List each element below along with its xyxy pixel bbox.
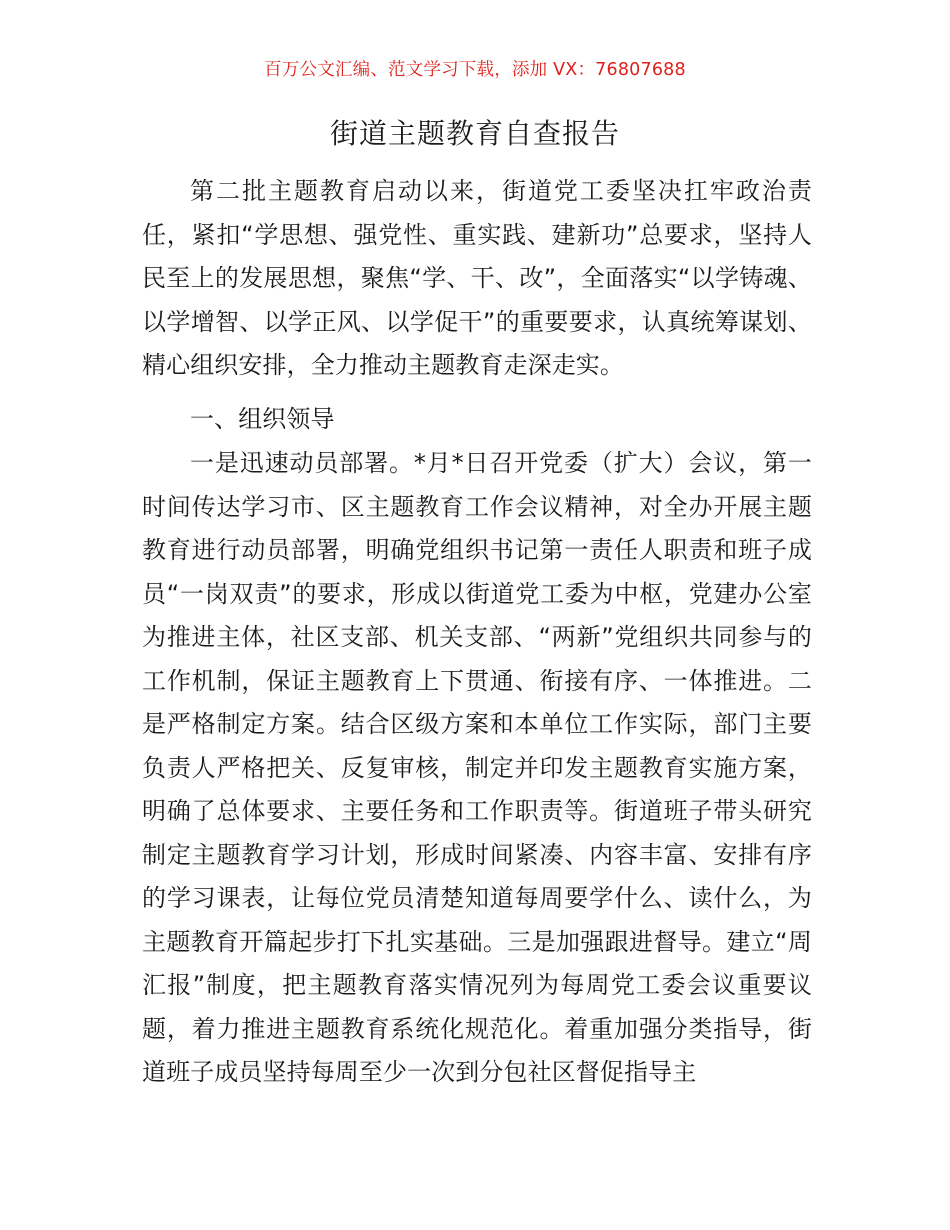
intro-paragraph: 第二批主题教育启动以来，街道党工委坚决扛牢政治责任，紧扣“学思想、强党性、重实践、建新功”总要求，坚持人民至上的发展思想，聚焦“学、干、改”，全面落实“以学铸魂、以学增智、以学正风、以学促干”的重要要求，认真统筹谋划、精心组织安排，全力推动主题教育走深走实。 [142, 177, 812, 379]
watermark-text: 百万公文汇编、范文学习下载，添加 VX：76807688 [264, 60, 686, 80]
section-heading: 一、组织领导 [190, 405, 335, 433]
section-paragraph: 一是迅速动员部署。*月*日召开党委（扩大）会议，第一时间传达学习市、区主题教育工作会议精神，对全办开展主题教育进行动员部署，明确党组织书记第一责任人职责和班子成员“一岗双责”的要求，形成以街道党工委为中枢，党建办公室为推进主体，社区支部、机关支部、“两新”党组织共同参与的工作机制，保证主题教育上下贯通、衔接有序、一体推进。二是严格制定方案。结合区级方案和本单位工作实际，部门主要负责人严格把关、反复审核，制定并印发主题教育实施方案，明确了总体要求、主要任务和工作职责等。街道班子带头研究制定主题教育学习计划，形成时间紧凑、内容丰富、安排有序的学习课表，让每位党员清楚知道每周要学什么、读什么，为主题教育开篇起步打下扎实基础。三是加强跟进督导。建立“周汇报”制度，把主题教育落实情况列为每周党工委会议重要议题，着力推进主题教育系统化规范化。着重加强分类指导，街道班子成员坚持每周至少一次到分包社区督促指导主 [142, 449, 812, 1086]
document-title: 街道主题教育自查报告 [329, 117, 620, 150]
